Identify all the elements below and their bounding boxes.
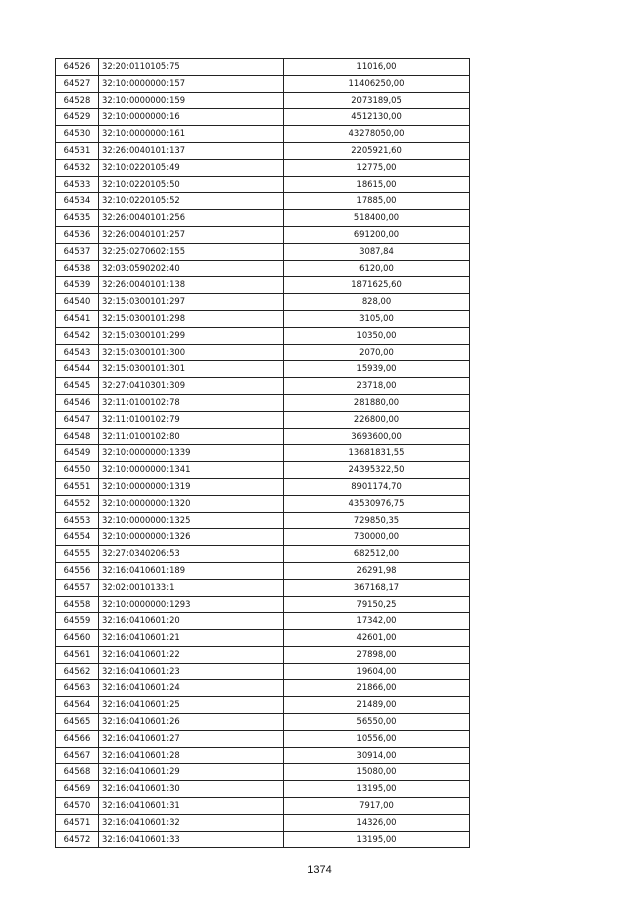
table-row (56, 126, 470, 143)
cadastral-number-cell: 32:11:0100102:78 (99, 394, 284, 411)
cadastral-value-table (55, 58, 470, 848)
table-row (56, 243, 470, 260)
table-row (56, 92, 470, 109)
cadastral-value-cell: 8901174,70 (284, 478, 470, 495)
cadastral-value-cell: 10556,00 (284, 730, 470, 747)
cadastral-number-cell: 32:16:0410601:28 (99, 747, 284, 764)
cadastral-number-cell: 32:10:0000000:161 (99, 126, 284, 143)
cadastral-number-cell: 32:16:0410601:29 (99, 764, 284, 781)
cadastral-value-cell: 43278050,00 (284, 126, 470, 143)
table-body (56, 59, 470, 848)
row-number-cell: 64536 (56, 226, 99, 243)
cadastral-number-cell: 32:27:0410301:309 (99, 378, 284, 395)
cadastral-number-cell: 32:16:0410601:32 (99, 814, 284, 831)
cadastral-value-cell: 281880,00 (284, 394, 470, 411)
cadastral-number-cell: 32:27:0340206:53 (99, 546, 284, 563)
table-row (56, 210, 470, 227)
cadastral-value-cell: 730000,00 (284, 529, 470, 546)
table-row (56, 294, 470, 311)
cadastral-value-cell: 518400,00 (284, 210, 470, 227)
table-row (56, 579, 470, 596)
cadastral-number-cell: 32:25:0270602:155 (99, 243, 284, 260)
cadastral-number-cell: 32:16:0410601:31 (99, 798, 284, 815)
table-row (56, 562, 470, 579)
table-row (56, 613, 470, 630)
row-number-cell: 64542 (56, 327, 99, 344)
table-row (56, 378, 470, 395)
cadastral-value-cell: 828,00 (284, 294, 470, 311)
cadastral-value-cell: 27898,00 (284, 646, 470, 663)
cadastral-value-cell: 17885,00 (284, 193, 470, 210)
table-row (56, 394, 470, 411)
table-row (56, 764, 470, 781)
cadastral-number-cell: 32:16:0410601:26 (99, 714, 284, 731)
table-row (56, 59, 470, 76)
table-row (56, 226, 470, 243)
cadastral-value-cell: 18615,00 (284, 176, 470, 193)
row-number-cell: 64539 (56, 277, 99, 294)
cadastral-number-cell: 32:26:0040101:138 (99, 277, 284, 294)
table-row (56, 193, 470, 210)
table-row (56, 714, 470, 731)
row-number-cell: 64551 (56, 478, 99, 495)
row-number-cell: 64546 (56, 394, 99, 411)
row-number-cell: 64565 (56, 714, 99, 731)
cadastral-number-cell: 32:10:0000000:157 (99, 75, 284, 92)
cadastral-number-cell: 32:02:0010133:1 (99, 579, 284, 596)
cadastral-value-cell: 21866,00 (284, 680, 470, 697)
row-number-cell: 64550 (56, 462, 99, 479)
row-number-cell: 64561 (56, 646, 99, 663)
cadastral-value-cell: 3693600,00 (284, 428, 470, 445)
cadastral-value-cell: 13195,00 (284, 831, 470, 848)
table-row (56, 781, 470, 798)
cadastral-number-cell: 32:10:0000000:1319 (99, 478, 284, 495)
table-row (56, 747, 470, 764)
row-number-cell: 64534 (56, 193, 99, 210)
table-row (56, 814, 470, 831)
cadastral-number-cell: 32:11:0100102:79 (99, 411, 284, 428)
row-number-cell: 64530 (56, 126, 99, 143)
cadastral-value-cell: 21489,00 (284, 697, 470, 714)
table-row (56, 344, 470, 361)
cadastral-value-cell: 23718,00 (284, 378, 470, 395)
table-row (56, 361, 470, 378)
table-row (56, 646, 470, 663)
row-number-cell: 64571 (56, 814, 99, 831)
cadastral-value-cell: 11406250,00 (284, 75, 470, 92)
cadastral-number-cell: 32:15:0300101:299 (99, 327, 284, 344)
table-row (56, 495, 470, 512)
row-number-cell: 64526 (56, 59, 99, 76)
row-number-cell: 64540 (56, 294, 99, 311)
table-row (56, 109, 470, 126)
table-row (56, 75, 470, 92)
table-row (56, 697, 470, 714)
table-row (56, 730, 470, 747)
cadastral-value-cell: 79150,25 (284, 596, 470, 613)
row-number-cell: 64564 (56, 697, 99, 714)
cadastral-value-cell: 2205921,60 (284, 142, 470, 159)
table-row (56, 831, 470, 848)
row-number-cell: 64545 (56, 378, 99, 395)
cadastral-number-cell: 32:16:0410601:33 (99, 831, 284, 848)
table-row (56, 176, 470, 193)
row-number-cell: 64533 (56, 176, 99, 193)
cadastral-number-cell: 32:16:0410601:27 (99, 730, 284, 747)
cadastral-value-cell: 11016,00 (284, 59, 470, 76)
row-number-cell: 64531 (56, 142, 99, 159)
cadastral-value-cell: 226800,00 (284, 411, 470, 428)
cadastral-value-cell: 56550,00 (284, 714, 470, 731)
row-number-cell: 64541 (56, 310, 99, 327)
row-number-cell: 64538 (56, 260, 99, 277)
table-row (56, 798, 470, 815)
row-number-cell: 64549 (56, 445, 99, 462)
table-row (56, 663, 470, 680)
row-number-cell: 64557 (56, 579, 99, 596)
cadastral-number-cell: 32:16:0410601:25 (99, 697, 284, 714)
table-row (56, 142, 470, 159)
table-row (56, 159, 470, 176)
cadastral-number-cell: 32:20:0110105:75 (99, 59, 284, 76)
row-number-cell: 64535 (56, 210, 99, 227)
cadastral-number-cell: 32:16:0410601:22 (99, 646, 284, 663)
cadastral-value-cell: 3105,00 (284, 310, 470, 327)
cadastral-number-cell: 32:15:0300101:297 (99, 294, 284, 311)
row-number-cell: 64553 (56, 512, 99, 529)
cadastral-value-cell: 15939,00 (284, 361, 470, 378)
cadastral-value-cell: 691200,00 (284, 226, 470, 243)
row-number-cell: 64563 (56, 680, 99, 697)
row-number-cell: 64556 (56, 562, 99, 579)
cadastral-number-cell: 32:10:0220105:49 (99, 159, 284, 176)
row-number-cell: 64528 (56, 92, 99, 109)
cadastral-table-container (55, 58, 466, 848)
row-number-cell: 64547 (56, 411, 99, 428)
cadastral-number-cell: 32:16:0410601:30 (99, 781, 284, 798)
table-row (56, 411, 470, 428)
cadastral-value-cell: 2073189,05 (284, 92, 470, 109)
table-row (56, 512, 470, 529)
cadastral-value-cell: 13195,00 (284, 781, 470, 798)
cadastral-value-cell: 17342,00 (284, 613, 470, 630)
cadastral-number-cell: 32:16:0410601:189 (99, 562, 284, 579)
row-number-cell: 64562 (56, 663, 99, 680)
cadastral-number-cell: 32:10:0220105:52 (99, 193, 284, 210)
cadastral-value-cell: 13681831,55 (284, 445, 470, 462)
cadastral-number-cell: 32:16:0410601:20 (99, 613, 284, 630)
row-number-cell: 64537 (56, 243, 99, 260)
cadastral-number-cell: 32:10:0220105:50 (99, 176, 284, 193)
cadastral-value-cell: 12775,00 (284, 159, 470, 176)
row-number-cell: 64566 (56, 730, 99, 747)
cadastral-number-cell: 32:10:0000000:1325 (99, 512, 284, 529)
row-number-cell: 64567 (56, 747, 99, 764)
cadastral-number-cell: 32:15:0300101:300 (99, 344, 284, 361)
table-row (56, 680, 470, 697)
cadastral-number-cell: 32:10:0000000:1326 (99, 529, 284, 546)
row-number-cell: 64532 (56, 159, 99, 176)
cadastral-number-cell: 32:26:0040101:257 (99, 226, 284, 243)
row-number-cell: 64570 (56, 798, 99, 815)
row-number-cell: 64568 (56, 764, 99, 781)
cadastral-value-cell: 4512130,00 (284, 109, 470, 126)
cadastral-value-cell: 729850,35 (284, 512, 470, 529)
cadastral-number-cell: 32:03:0590202:40 (99, 260, 284, 277)
cadastral-number-cell: 32:15:0300101:298 (99, 310, 284, 327)
cadastral-number-cell: 32:10:0000000:1339 (99, 445, 284, 462)
cadastral-value-cell: 24395322,50 (284, 462, 470, 479)
table-row (56, 630, 470, 647)
cadastral-value-cell: 367168,17 (284, 579, 470, 596)
row-number-cell: 64560 (56, 630, 99, 647)
row-number-cell: 64529 (56, 109, 99, 126)
cadastral-value-cell: 43530976,75 (284, 495, 470, 512)
table-row (56, 478, 470, 495)
table-row (56, 546, 470, 563)
row-number-cell: 64548 (56, 428, 99, 445)
row-number-cell: 64543 (56, 344, 99, 361)
cadastral-value-cell: 2070,00 (284, 344, 470, 361)
table-row (56, 428, 470, 445)
row-number-cell: 64559 (56, 613, 99, 630)
cadastral-number-cell: 32:16:0410601:23 (99, 663, 284, 680)
cadastral-value-cell: 42601,00 (284, 630, 470, 647)
cadastral-number-cell: 32:26:0040101:137 (99, 142, 284, 159)
row-number-cell: 64552 (56, 495, 99, 512)
cadastral-value-cell: 14326,00 (284, 814, 470, 831)
cadastral-value-cell: 6120,00 (284, 260, 470, 277)
cadastral-number-cell: 32:15:0300101:301 (99, 361, 284, 378)
table-row (56, 596, 470, 613)
cadastral-number-cell: 32:10:0000000:1293 (99, 596, 284, 613)
cadastral-value-cell: 15080,00 (284, 764, 470, 781)
cadastral-value-cell: 19604,00 (284, 663, 470, 680)
cadastral-number-cell: 32:10:0000000:16 (99, 109, 284, 126)
row-number-cell: 64572 (56, 831, 99, 848)
table-row (56, 529, 470, 546)
cadastral-value-cell: 7917,00 (284, 798, 470, 815)
cadastral-value-cell: 3087,84 (284, 243, 470, 260)
cadastral-value-cell: 26291,98 (284, 562, 470, 579)
cadastral-value-cell: 30914,00 (284, 747, 470, 764)
cadastral-number-cell: 32:16:0410601:24 (99, 680, 284, 697)
table-row (56, 462, 470, 479)
cadastral-value-cell: 682512,00 (284, 546, 470, 563)
row-number-cell: 64527 (56, 75, 99, 92)
cadastral-number-cell: 32:10:0000000:159 (99, 92, 284, 109)
row-number-cell: 64555 (56, 546, 99, 563)
cadastral-value-cell: 1871625,60 (284, 277, 470, 294)
row-number-cell: 64569 (56, 781, 99, 798)
table-row (56, 260, 470, 277)
table-row (56, 310, 470, 327)
row-number-cell: 64558 (56, 596, 99, 613)
cadastral-number-cell: 32:10:0000000:1320 (99, 495, 284, 512)
table-row (56, 327, 470, 344)
table-row (56, 445, 470, 462)
cadastral-number-cell: 32:11:0100102:80 (99, 428, 284, 445)
table-row (56, 277, 470, 294)
cadastral-number-cell: 32:16:0410601:21 (99, 630, 284, 647)
row-number-cell: 64544 (56, 361, 99, 378)
cadastral-number-cell: 32:26:0040101:256 (99, 210, 284, 227)
cadastral-value-cell: 10350,00 (284, 327, 470, 344)
cadastral-number-cell: 32:10:0000000:1341 (99, 462, 284, 479)
page-number: 1374 (307, 864, 332, 876)
row-number-cell: 64554 (56, 529, 99, 546)
